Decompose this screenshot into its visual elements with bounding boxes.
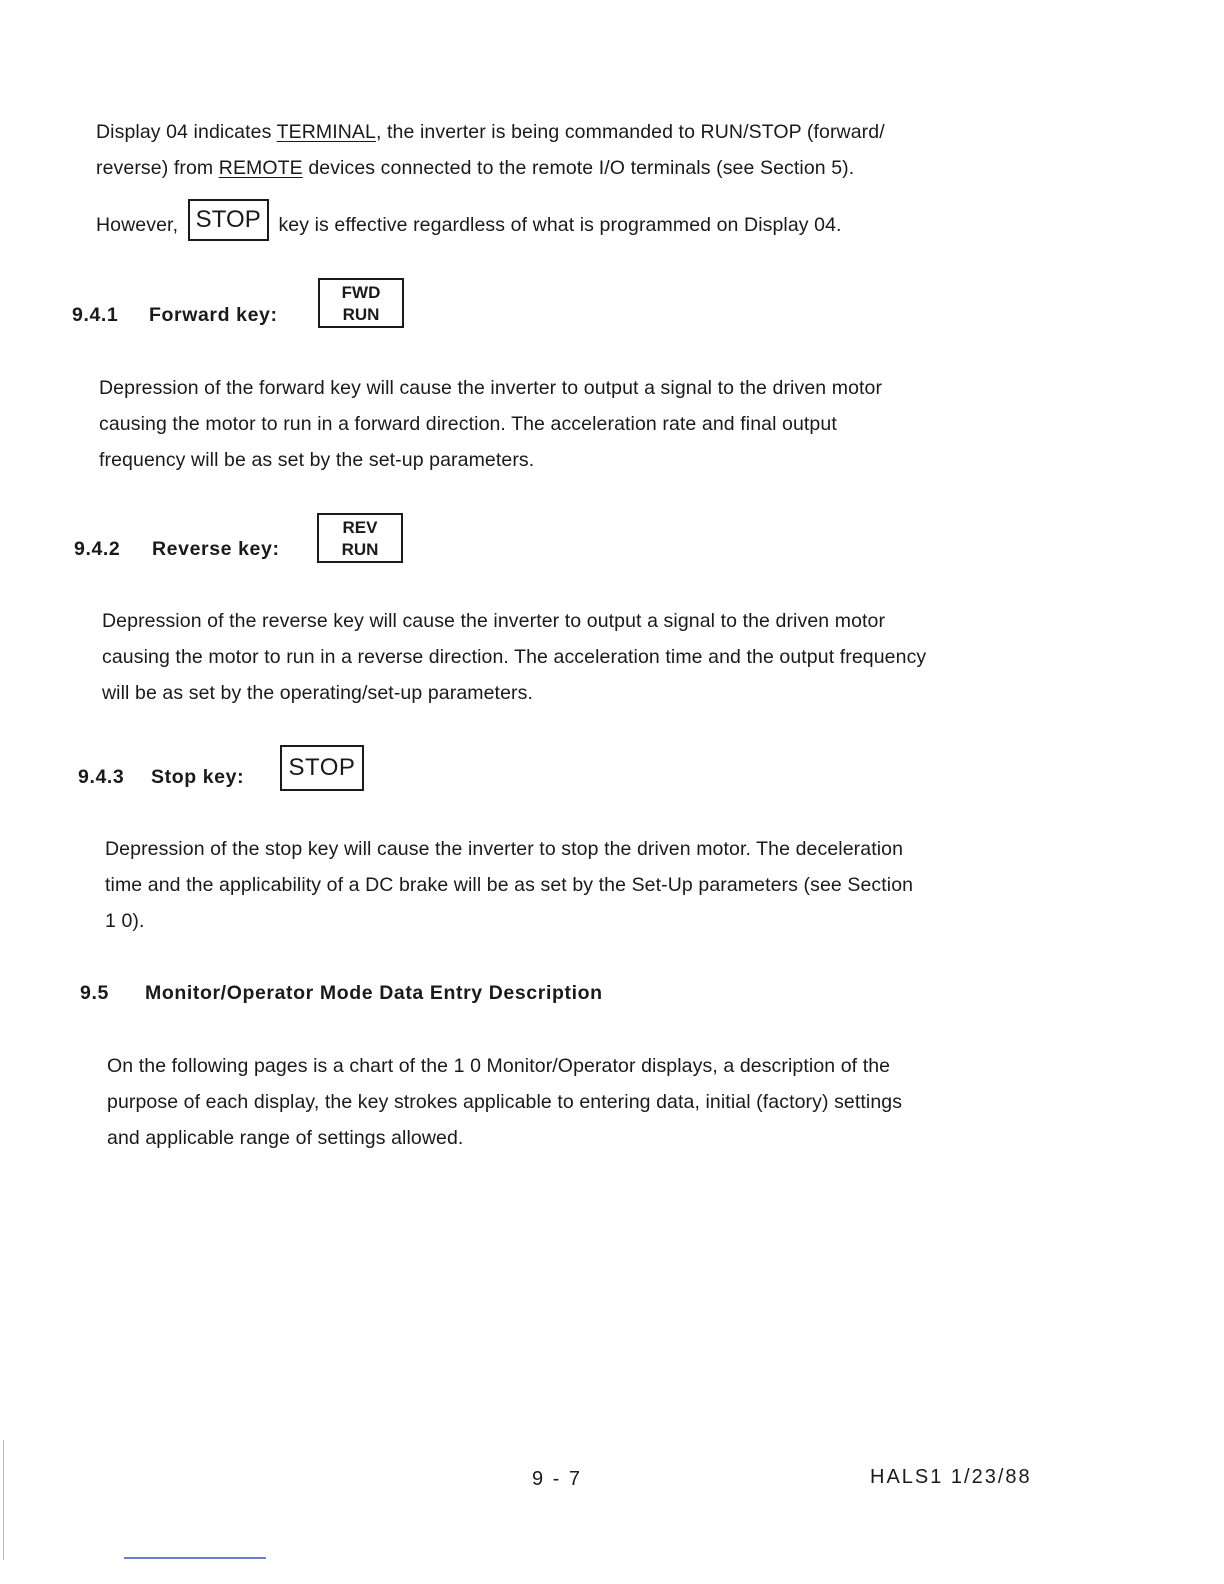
document-code: HALS1 1/23/88 [870,1466,1032,1488]
section-title: Forward key: [149,304,278,326]
intro-line-2: reverse) from REMOTE devices connected to the remote I/O terminals (see Section 5). [96,157,855,179]
text-line: frequency will be as set by the set-up parameters. [99,449,535,471]
section-number: 9.4.3 [78,766,125,788]
rev-run-key [317,513,403,563]
paragraph-9-4-1 [99,370,882,478]
section-number: 9.4.2 [74,538,121,560]
key-label-top: REV [342,518,378,537]
key-label-bottom: RUN [341,540,379,559]
text-line: Depression of the reverse key will cause the inverter to output a signal to the driven motor [102,610,886,632]
text-line: causing the motor to run in a reverse direction. The acceleration time and the output frequency [102,646,927,668]
paragraph-9-4-2 [102,603,926,711]
text-line: Depression of the forward key will cause the inverter to output a signal to the driven motor [99,377,883,399]
text-line: purpose of each display, the key strokes applicable to entering data, initial (factory) settings [107,1091,903,1113]
heading-9-4-2 [74,538,280,561]
fwd-run-key [318,278,404,328]
stop-key [280,745,364,791]
remote-term: REMOTE [218,157,303,179]
intro-line-1: Display 04 indicates TERMINAL, the inverter is being commanded to RUN/STOP (forward/ [96,121,885,143]
heading-9-4-1 [72,304,278,327]
section-title: Reverse key: [152,538,280,560]
section-number: 9.4.1 [72,304,119,326]
key-label-top: FWD [341,283,381,302]
text-line: On the following pages is a chart of the 1 0 Monitor/Operator displays, a description of the [107,1055,891,1077]
paragraph-9-4-3 [105,831,913,939]
intro-paragraph [96,114,885,186]
text-line: will be as set by the operating/set-up parameters. [102,682,533,704]
page-number: 9 - 7 [532,1468,583,1490]
heading-9-4-3 [78,766,244,789]
key-label: STOP [288,754,356,781]
scan-edge-mark [3,1440,4,1560]
scan-edge-line [124,1557,266,1559]
section-title: Stop key: [151,766,245,788]
key-label-bottom: RUN [342,305,380,324]
text-line: 1 0). [105,910,145,932]
text-line: time and the applicability of a DC brake will be as set by the Set-Up parameters (see Section [105,874,914,896]
paragraph-9-5 [107,1048,902,1156]
section-number: 9.5 [80,982,109,1004]
text-line: causing the motor to run in a forward direction. The acceleration rate and final output [99,413,837,435]
intro-line-3: However, STOP key is effective regardless of what is programmed on Display 04. [96,202,842,248]
text-line: Depression of the stop key will cause the inverter to stop the driven motor. The deceleration [105,838,904,860]
section-title: Monitor/Operator Mode Data Entry Description [145,982,603,1004]
text-line: and applicable range of settings allowed. [107,1127,464,1149]
inline-stop-key: STOP [188,199,269,241]
terminal-term: TERMINAL [276,121,376,143]
heading-9-5 [80,982,603,1005]
